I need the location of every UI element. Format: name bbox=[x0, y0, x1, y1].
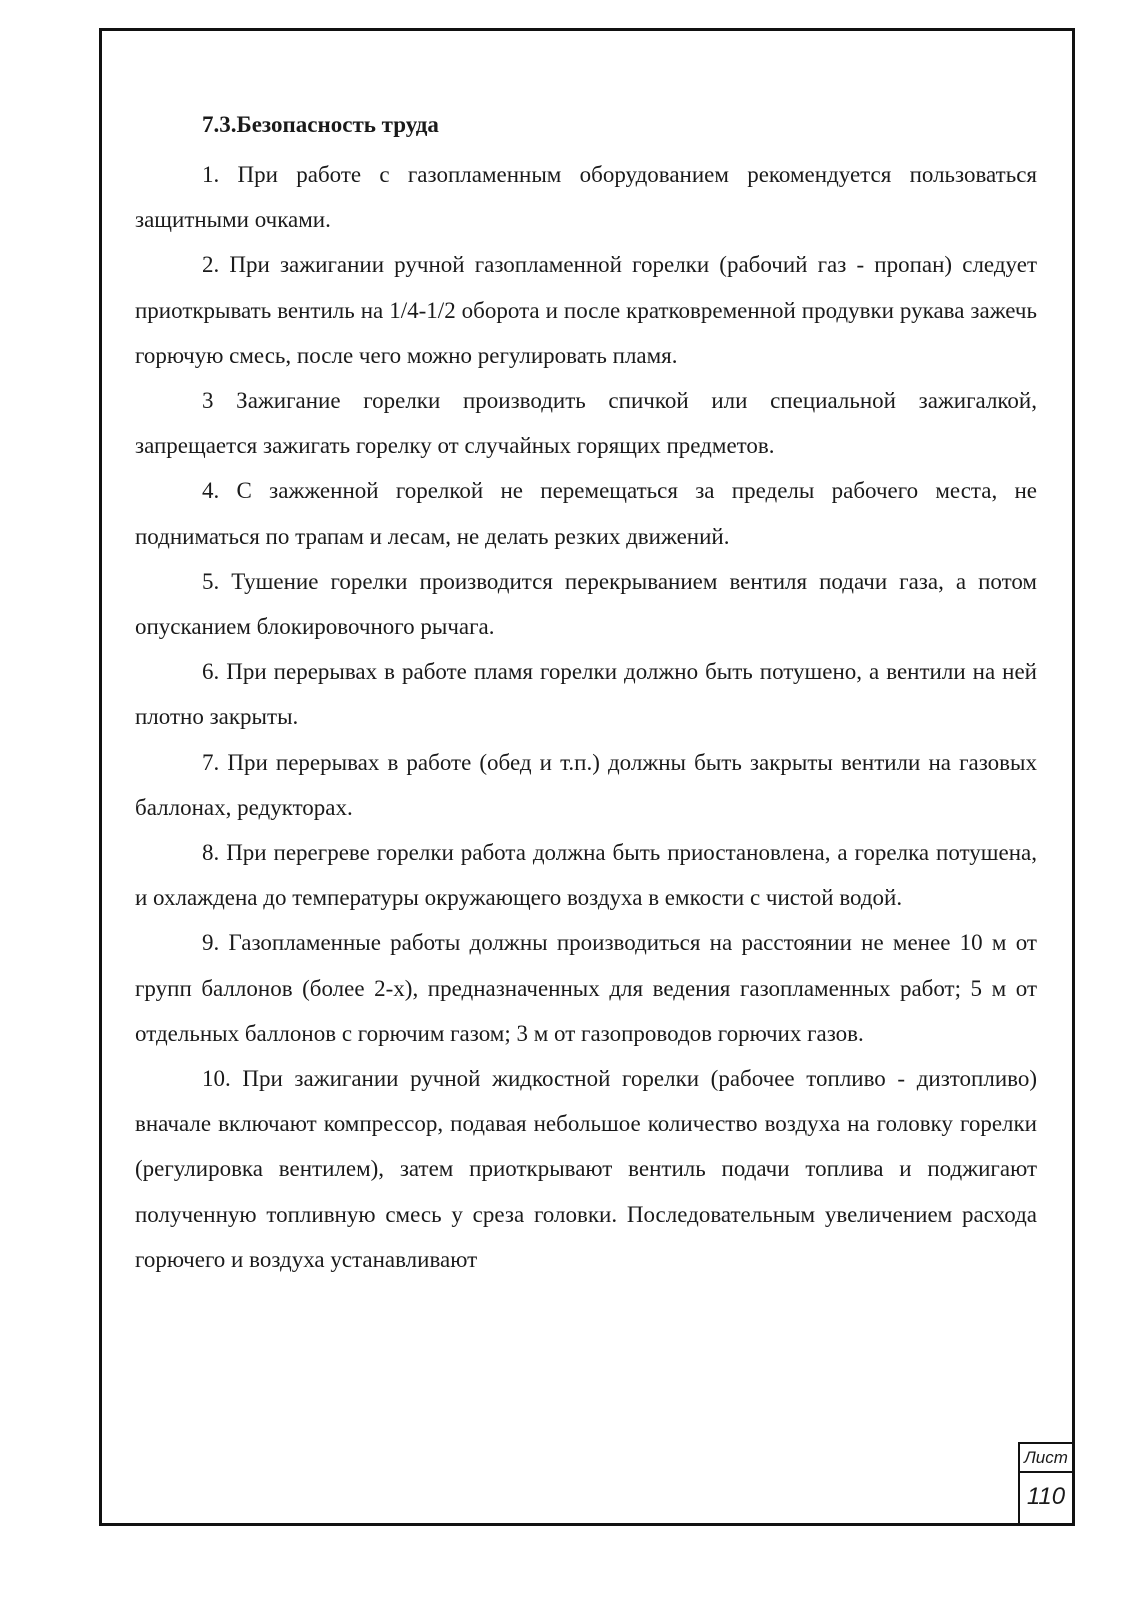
section-title: 7.3.Безопасность труда bbox=[202, 112, 439, 137]
paragraph-4: 4. С зажженной горелкой не перемещаться за пределы рабочего места, не подниматься по трапам и лесам, не делать резких движений. bbox=[135, 478, 1037, 549]
paragraph-1: 1. При работе с газопламенным оборудованием рекомендуется пользоваться защитными очками. bbox=[135, 162, 1037, 233]
sheet-stamp bbox=[1018, 1442, 1072, 1523]
paragraph-9: 9. Газопламенные работы должны производиться на расстоянии не менее 10 м от групп баллонов (более 2-х), предназначенных для ведения газопламенных работ; 5 м от отдельных баллонов с горючим газом; 3 м от газопроводов горючих газов. bbox=[135, 930, 1037, 1046]
page-content bbox=[135, 102, 1037, 1282]
paragraph-6: 6. При перерывах в работе пламя горелки должно быть потушено, а вентили на ней плотно закрыты. bbox=[135, 659, 1037, 730]
sheet-label: Лист bbox=[1020, 1444, 1072, 1473]
paragraph-3: 3 Зажигание горелки производить спичкой или специальной зажигалкой, запрещается зажигать горелку от случайных горящих предметов. bbox=[135, 388, 1037, 459]
sheet-number: 110 bbox=[1026, 1483, 1066, 1510]
paragraph-10: 10. При зажигании ручной жидкостной горелки (рабочее топливо - дизтопливо) вначале включают компрессор, подавая небольшое количество воздуха на головку горелки (регулировка вентилем), затем приоткрывают вентиль подачи топлива и поджигают полученную топливную смесь у среза головки. Последовательным увеличением расхода горючего и воздуха устанавливают bbox=[135, 1066, 1037, 1272]
paragraph-7: 7. При перерывах в работе (обед и т.п.) должны быть закрыты вентили на газовых баллонах, редукторах. bbox=[135, 749, 1037, 820]
paragraph-2: 2. При зажигании ручной газопламенной горелки (рабочий газ - пропан) следует приоткрывать вентиль на 1/4-1/2 оборота и после кратковременной продувки рукава зажечь горючую смесь, после чего можно регулировать пламя. bbox=[135, 252, 1037, 368]
paragraph-5: 5. Тушение горелки производится перекрыванием вентиля подачи газа, а потом опусканием блокировочного рычага. bbox=[135, 568, 1037, 640]
paragraph-8: 8. При перегреве горелки работа должна быть приостановлена, а горелка потушена, и охлаждена до температуры окружающего воздуха в емкости с чистой водой. bbox=[135, 840, 1037, 911]
